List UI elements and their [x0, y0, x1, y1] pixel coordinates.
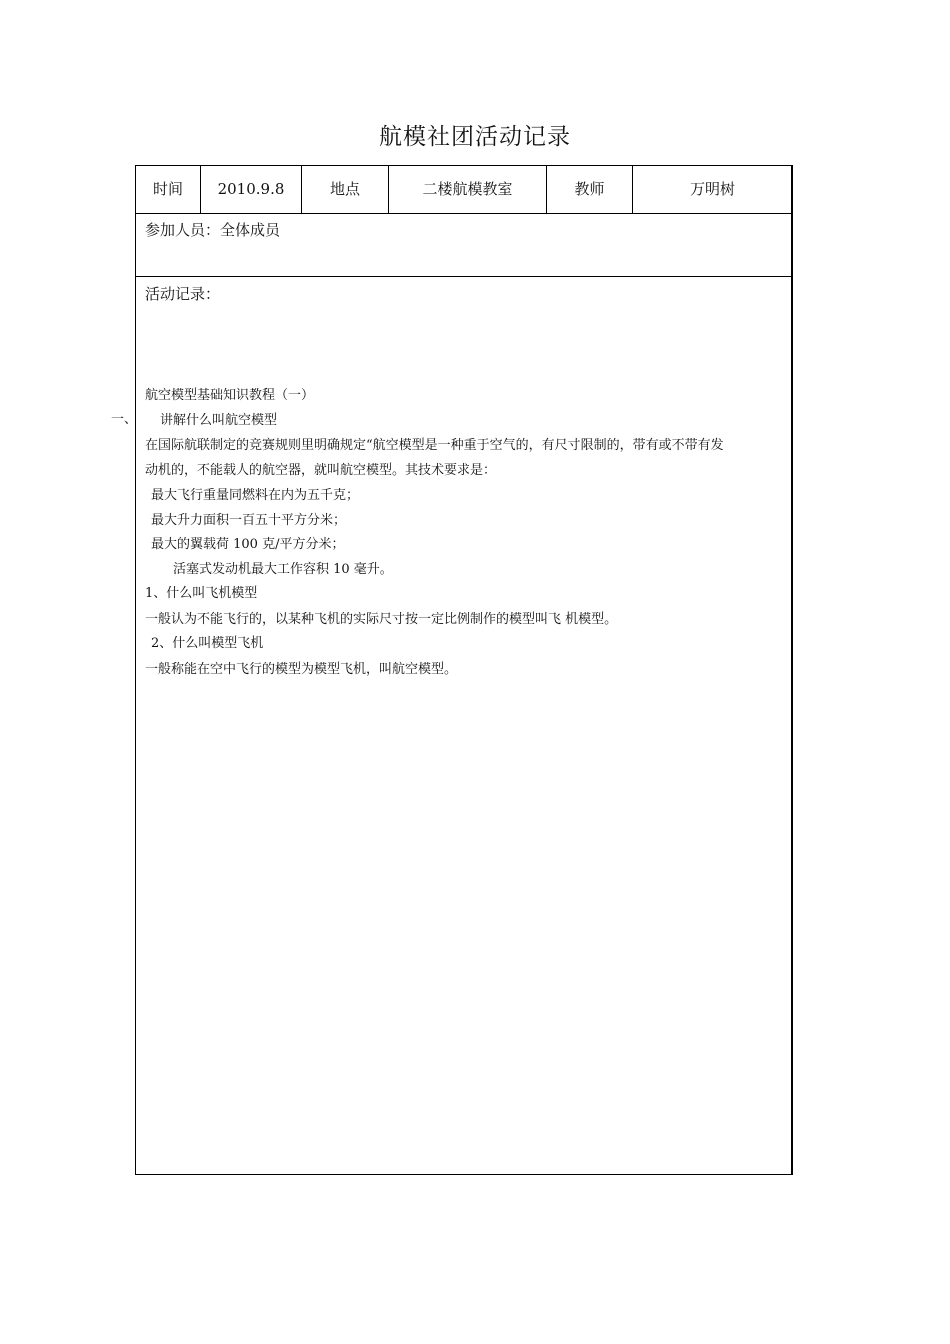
- row-divider: [136, 276, 792, 277]
- record-table: [135, 165, 793, 1175]
- answer-text: 一般称能在空中飞行的模型为模型飞机，叫航空模型。: [145, 662, 458, 677]
- time-value: 2010.9.8: [201, 166, 302, 213]
- requirement-item: 最大的翼载荷 100 克/平方分米；: [151, 537, 345, 552]
- paragraph-line: 动机的，不能载人的航空器，就叫航空模型。其技术要求是：: [145, 463, 497, 478]
- place-value: 二楼航模教室: [389, 166, 547, 213]
- course-title: 航空模型基础知识教程（一）: [145, 388, 315, 403]
- section-marker: 一、: [111, 412, 138, 427]
- place-label: 地点: [302, 166, 389, 213]
- row-divider: [136, 213, 792, 214]
- paragraph-line: 在国际航联制定的竞赛规则里明确规定“航空模型是一种重于空气的，有尺寸限制的，带有或不带有发: [145, 438, 724, 453]
- requirement-item: 最大飞行重量同燃料在内为五千克；: [151, 488, 360, 503]
- requirement-item: 活塞式发动机最大工作容积 10 毫升。: [173, 562, 393, 577]
- page-title: 航模社团活动记录: [379, 124, 571, 150]
- time-label: 时间: [136, 166, 201, 213]
- record-label: 活动记录：: [145, 285, 221, 303]
- answer-text: 一般认为不能飞行的，以某种飞机的实际尺寸按一定比例制作的模型叫飞 机模型。: [145, 612, 618, 627]
- question-heading: 1、什么叫飞机模型: [145, 586, 258, 601]
- teacher-label: 教师: [547, 166, 633, 213]
- teacher-value: 万明树: [689, 180, 735, 198]
- requirement-item: 最大升力面积一百五十平方分米；: [151, 513, 347, 528]
- question-heading: 2、什么叫模型飞机: [151, 636, 264, 651]
- section-title: 讲解什么叫航空模型: [160, 413, 278, 428]
- participants-text: 参加人员：全体成员: [145, 221, 281, 239]
- table-edge: [791, 165, 793, 1175]
